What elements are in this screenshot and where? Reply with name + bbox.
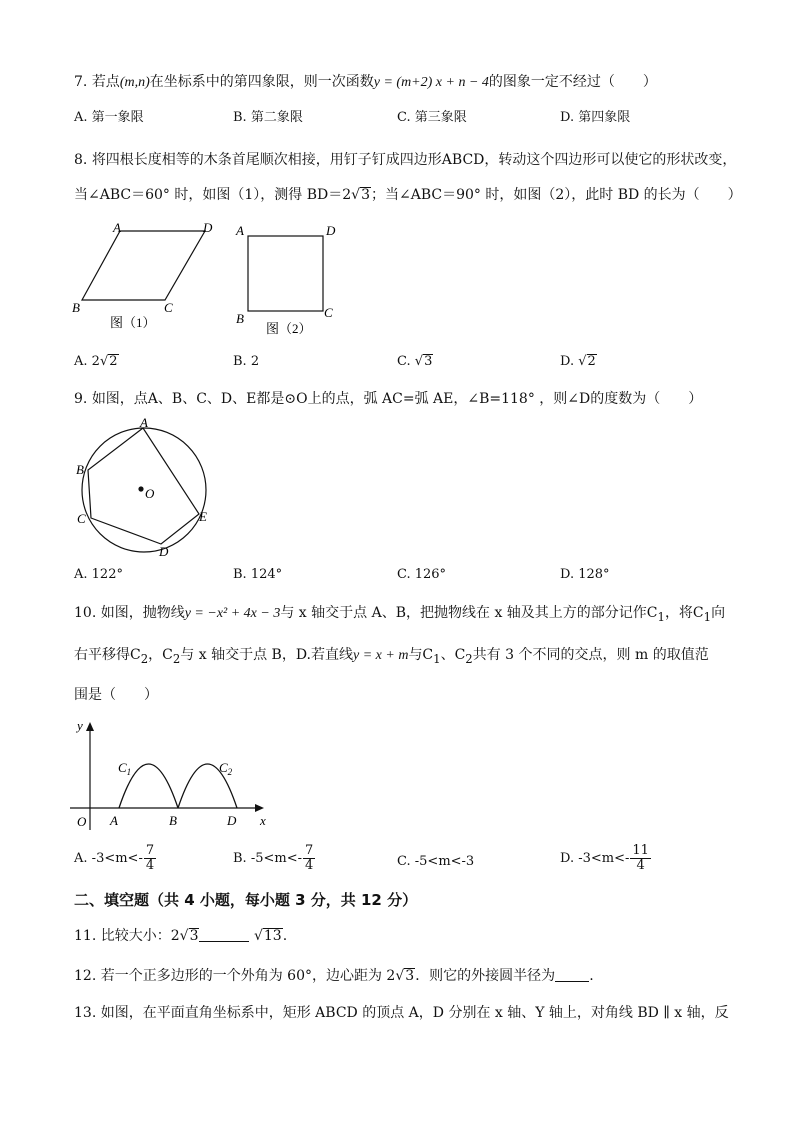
q12-number: 12. <box>74 968 97 984</box>
q9-figure <box>72 414 222 564</box>
q8-option-b-label: B. <box>233 354 247 369</box>
q11-answer-blank[interactable] <box>199 927 249 942</box>
q10-option-d-label: D. <box>560 851 575 866</box>
c1-letter: C <box>118 760 127 775</box>
q8-option-a[interactable] <box>74 352 119 372</box>
graph-label-c2 <box>219 760 233 777</box>
q10-line2-e: 、C <box>440 647 466 663</box>
q9-option-c[interactable]: C. 126° <box>397 567 447 582</box>
sqrt-sign: √ <box>578 354 587 369</box>
q10-line2-a: 右平移得C <box>74 647 141 663</box>
q8-number: 8. <box>74 152 88 168</box>
graph-label-d: D <box>227 813 237 828</box>
q7-option-c[interactable]: C. 第三象限 <box>397 110 467 125</box>
q10-option-a-label: A. <box>74 851 88 866</box>
q7-text-c: 的图象一定不经过（ ） <box>488 74 657 90</box>
q8-option-a-radicand: 2 <box>109 354 118 369</box>
q9-label-e: E <box>199 509 207 524</box>
q10-line1-c: ，将C <box>664 605 704 621</box>
fig1-label-a: A <box>113 220 121 235</box>
c2-subscript: 2 <box>227 767 233 777</box>
q12-text-c: . <box>589 968 594 984</box>
q10-option-b-fraction <box>303 844 315 873</box>
fraction-numerator: 11 <box>632 843 649 858</box>
center-point-o <box>138 486 143 491</box>
q10-line2-sub: 2 <box>140 651 149 666</box>
sqrt-sign: √ <box>414 354 424 369</box>
q10-line2-c: 与 x 轴交于点 B，D.若直线 <box>180 647 353 663</box>
q10-line3: 围是（ ） <box>74 687 158 703</box>
fig2-label-b: B <box>236 311 244 326</box>
q8-figure-2 <box>230 220 350 340</box>
q10-graph <box>62 712 282 834</box>
q10-line2-sub4: 2 <box>465 651 473 666</box>
q10-line2-b: ，C <box>148 647 173 663</box>
q10-line1-sub: 1 <box>657 609 665 624</box>
q10-option-a-fraction <box>144 844 156 873</box>
fraction-denominator: 4 <box>636 858 645 873</box>
q8-option-a-pre: 2 <box>91 354 100 369</box>
sqrt-sign: √ <box>179 928 189 944</box>
q10-option-b-pre: -5<m<- <box>250 851 302 866</box>
fraction-denominator: 4 <box>305 858 314 873</box>
q7-stem <box>74 72 657 93</box>
sqrt-sign: √ <box>253 928 263 944</box>
q9-stem <box>74 389 702 409</box>
q7-text-a: 若点 <box>91 74 120 90</box>
q8-option-c-label: C. <box>397 354 411 369</box>
q8-line1 <box>74 150 736 170</box>
q12-stem <box>74 966 594 986</box>
q10-line2-sub2: 2 <box>172 651 181 666</box>
q8-option-d-radicand: 2 <box>587 354 596 369</box>
q7-point: (m,n) <box>119 75 150 90</box>
fig2-label-c: C <box>324 305 333 320</box>
q10-line2-d: 与C <box>408 647 434 663</box>
q7-expr: y = (m+2) x + n − 4 <box>373 75 489 90</box>
q10-line2 <box>74 645 709 669</box>
q8-line2-b: ；当∠ABC＝90° 时，如图（2），此时 BD 的长为（ ） <box>371 187 742 203</box>
c2-letter: C <box>219 760 228 775</box>
fig2-label-a: A <box>236 223 244 238</box>
q7-text-b: 在坐标系中的第四象限，则一次函数 <box>149 74 374 90</box>
graph-label-o: O <box>77 814 87 829</box>
q8-option-c-radicand: 3 <box>424 354 433 369</box>
q9-text: 如图，点A、B、C、D、E都是⊙O上的点，弧 AC=弧 AE，∠B=118° ，则∠D的度数为（ ） <box>91 391 703 407</box>
q13-text: 如图，在平面直角坐标系中，矩形 ABCD 的顶点 A，D 分别在 x 轴、Y 轴上，对角线 BD ∥ x 轴，反 <box>100 1005 729 1021</box>
q10-option-b-label: B. <box>233 851 247 866</box>
q8-figure-1 <box>60 218 230 338</box>
sqrt-sign: √ <box>351 187 361 203</box>
q11-text-b: . <box>282 928 288 944</box>
section-2-title: 二、填空题（共 4 小题，每小题 3 分，共 12 分） <box>74 891 418 909</box>
q9-option-b[interactable]: B. 124° <box>233 567 283 582</box>
fig2-label-d: D <box>326 223 336 238</box>
q10-option-c[interactable] <box>397 852 474 872</box>
q12-text-b: ．则它的外接圆半径为 <box>415 968 556 984</box>
q11-number: 11. <box>74 928 97 944</box>
q12-text-a: 若一个正多边形的一个外角为 60°，边心距为 2 <box>100 968 396 984</box>
q8-line2-radicand: 3 <box>361 187 370 203</box>
q13-number: 13. <box>74 1005 97 1021</box>
graph-label-x: x <box>260 813 266 828</box>
q8-line1-text: 将四根长度相等的木条首尾顺次相接，用钉子钉成四边形ABCD，转动这个四边形可以使它的形状改变， <box>91 152 737 168</box>
q7-option-b[interactable]: B. 第二象限 <box>233 110 303 125</box>
q8-option-b-value: 2 <box>250 354 260 369</box>
q13-stem <box>74 1003 729 1023</box>
graph-label-y: y <box>77 718 83 733</box>
y-axis-arrow <box>86 722 94 731</box>
q11-text-a: 比较大小：2 <box>100 928 180 944</box>
q10-option-b[interactable] <box>233 844 315 873</box>
q10-line1-expr: y = −x² + 4x − 3 <box>184 606 281 621</box>
q12-answer-blank[interactable] <box>555 967 589 982</box>
q10-line1 <box>74 603 725 627</box>
fraction-numerator: 7 <box>305 843 314 858</box>
q10-line2-expr: y = x + m <box>353 648 409 663</box>
q11-stem <box>74 926 287 946</box>
fig2-caption: 图（2） <box>266 321 312 336</box>
q10-option-d[interactable] <box>560 844 651 873</box>
q9-option-a[interactable]: A. 122° <box>74 567 123 582</box>
fig1-label-b: B <box>72 300 80 315</box>
q10-line2-f: 共有 3 个不同的交点，则 m 的取值范 <box>472 647 709 663</box>
q8-line2 <box>74 185 742 205</box>
q9-label-c: C <box>77 511 86 526</box>
q10-number: 10. <box>74 605 97 621</box>
q9-label-d: D <box>159 544 169 559</box>
q10-line1-sub2: 1 <box>703 609 712 624</box>
q7-option-d[interactable]: D. 第四象限 <box>560 110 631 125</box>
fig1-label-d: D <box>203 220 213 235</box>
pentagon-abcde <box>88 428 199 544</box>
fraction-numerator: 7 <box>145 843 155 858</box>
q10-option-c-label: C. <box>397 854 411 869</box>
graph-label-c1 <box>118 760 131 777</box>
q8-option-d[interactable] <box>560 352 597 372</box>
sqrt-sign: √ <box>99 354 109 369</box>
graph-label-a: A <box>110 813 118 828</box>
q10-option-a[interactable] <box>74 844 156 873</box>
fig1-caption: 图（1） <box>110 315 156 330</box>
q9-label-b: B <box>76 462 84 477</box>
rhombus-abcd <box>82 231 205 300</box>
q8-option-d-label: D. <box>560 354 575 369</box>
q8-line2-a: 当∠ABC＝60° 时，如图（1），测得 BD＝2 <box>74 187 352 203</box>
q9-option-d[interactable]: D. 128° <box>560 567 610 582</box>
q10-option-c-pre: -5<m<-3 <box>414 854 475 869</box>
sqrt-sign: √ <box>395 968 405 984</box>
q10-line1-b: 与 x 轴交于点 A、B，把抛物线在 x 轴及其上方的部分记作C <box>280 605 658 621</box>
q7-number: 7. <box>74 74 88 90</box>
q8-option-b[interactable] <box>233 352 259 372</box>
q9-label-o: O <box>145 486 155 501</box>
q12-radicand: 3 <box>405 968 415 984</box>
q10-option-a-pre: -3<m<- <box>91 851 143 866</box>
fig1-label-c: C <box>164 300 173 315</box>
q10-line2-sub3: 1 <box>433 651 441 666</box>
q10-option-d-pre: -3<m<- <box>578 851 630 866</box>
x-axis-arrow <box>255 804 264 812</box>
q10-line1-a: 如图，抛物线 <box>100 605 185 621</box>
q10-option-d-fraction <box>630 844 651 873</box>
q11-radicand-1: 3 <box>189 928 199 944</box>
q9-label-a: A <box>140 415 148 430</box>
q10-line1-d: 向 <box>711 605 726 621</box>
q8-option-c[interactable] <box>397 352 433 372</box>
graph-label-b: B <box>169 813 177 828</box>
q8-option-a-label: A. <box>74 354 88 369</box>
c1-subscript: 1 <box>126 767 132 777</box>
q7-option-a[interactable]: A. 第一象限 <box>74 110 144 125</box>
q9-number: 9. <box>74 391 88 407</box>
fraction-denominator: 4 <box>145 858 155 873</box>
circle-o <box>82 428 206 552</box>
q11-radicand-2: 13 <box>263 928 282 944</box>
square-abcd <box>248 236 323 311</box>
